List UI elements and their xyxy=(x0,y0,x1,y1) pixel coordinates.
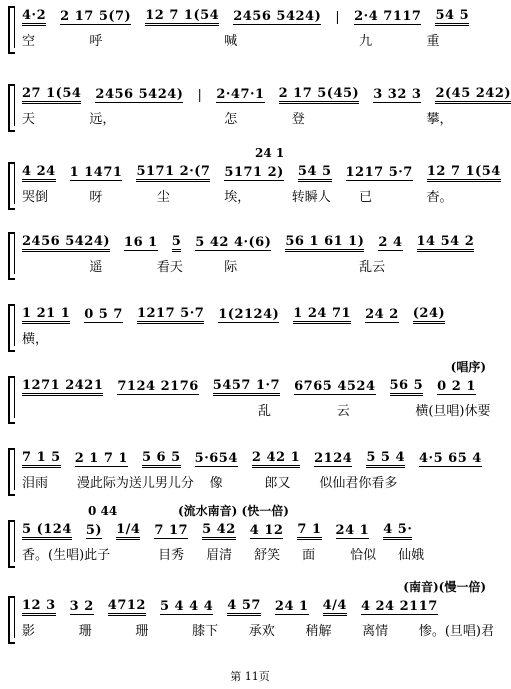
note-group: 56 1 61 1) xyxy=(285,234,364,252)
lyric-text: 影 xyxy=(22,624,36,639)
lyrics-row xyxy=(22,186,494,204)
staff-system xyxy=(0,232,500,292)
staff-system xyxy=(0,360,500,436)
note-group: 5171 2) xyxy=(224,165,284,180)
staff-system xyxy=(0,6,500,66)
performance-annotation: (唱序) xyxy=(450,360,486,374)
note-group: 2·47·1 xyxy=(216,87,265,102)
note-group: 1271 2421 xyxy=(22,378,103,396)
lyrics-row xyxy=(22,400,494,418)
system-bracket-line xyxy=(14,306,15,346)
system-bracket-line xyxy=(14,378,15,418)
lyric-text xyxy=(292,30,359,48)
lyric-text: 呀 xyxy=(89,190,103,205)
note-group: 5 4 4 4 xyxy=(159,599,214,614)
lyric-text: 横， xyxy=(22,332,49,347)
lyric-text: 攀， xyxy=(426,112,453,127)
notation-row xyxy=(22,86,511,104)
notation-row xyxy=(22,234,494,252)
staff-system xyxy=(0,448,500,508)
lyric-text: 目秀 xyxy=(158,548,185,563)
lyric-text: 珊 xyxy=(78,624,92,639)
note-group: 2 1 7 1 xyxy=(74,451,128,466)
staff-system xyxy=(0,504,500,580)
notation-row xyxy=(22,8,494,26)
note-group: 4 5· xyxy=(383,522,412,540)
lyric-text: 重 xyxy=(426,34,440,49)
lyric-text xyxy=(439,472,494,490)
lyrics-row xyxy=(22,544,494,562)
lyric-text xyxy=(292,328,359,346)
note-group: 5·654 xyxy=(194,451,238,466)
performance-annotation: (流水南音) (快一倍) xyxy=(178,504,289,518)
notation-above: 0 44 xyxy=(88,504,118,518)
note-group: 2124 xyxy=(314,451,353,466)
lyric-text: 膝下 xyxy=(192,624,219,639)
notation-row xyxy=(22,306,494,324)
notation-row xyxy=(22,164,501,182)
lyric-text xyxy=(22,256,89,274)
lyric-text: 已 xyxy=(359,190,373,205)
note-group: 27 1(54 xyxy=(22,86,81,104)
note-group: 12 3 xyxy=(22,598,56,616)
note-group: 7 17 xyxy=(154,523,189,538)
system-bracket-line xyxy=(14,8,15,48)
lyric-text xyxy=(22,400,101,418)
note-group: 24 1 xyxy=(335,523,370,538)
lyric-text: 远， xyxy=(89,112,116,127)
note-group: 2 42 1 xyxy=(252,450,300,468)
note-group: 5 (124 xyxy=(22,522,72,540)
lyric-text: 怎 xyxy=(224,112,238,127)
lyric-text xyxy=(179,400,258,418)
note-group: 5457 1·7 xyxy=(213,378,280,396)
note-group: 12 7 1(54 xyxy=(427,164,501,182)
lyric-text: 郎又 xyxy=(264,476,291,491)
system-bracket-line xyxy=(14,234,15,274)
note-group: 5 5 4 xyxy=(366,450,405,468)
lyric-text: 遥 xyxy=(89,260,103,275)
note-group: 1/4 xyxy=(116,522,140,540)
note-group: 24 1 xyxy=(274,599,309,614)
note-group: 14 54 2 xyxy=(417,234,475,252)
note-group: 2·4 7117 xyxy=(354,9,422,24)
lyric-text: 惨。(旦唱)君 xyxy=(418,624,494,639)
lyric-text: 空 xyxy=(22,34,36,49)
lyric-text xyxy=(359,108,426,126)
system-bracket-line xyxy=(14,522,15,562)
lyric-text: 喊 xyxy=(224,34,238,49)
note-group: 5 xyxy=(172,234,182,252)
note-group: 0 2 1 xyxy=(437,379,476,394)
lyric-text: 稍解 xyxy=(305,624,332,639)
lyrics-row xyxy=(22,256,494,274)
note-group: 1 24 71 xyxy=(293,306,351,324)
note-group: 3 32 3 xyxy=(373,87,422,102)
note-group: 2 4 xyxy=(378,235,403,250)
note-group: 2(45 242) xyxy=(435,86,511,104)
lyric-text: 像 xyxy=(209,476,223,491)
lyric-text: 埃， xyxy=(224,190,251,205)
note-group: 4 57 xyxy=(227,598,261,616)
note-group: 54 5 xyxy=(435,8,469,26)
system-bracket-line xyxy=(14,164,15,204)
note-group: 2456 5424) xyxy=(233,9,322,24)
lyric-text xyxy=(292,256,359,274)
lyric-text: 舒笑 xyxy=(254,548,281,563)
note-group: 16 1 xyxy=(124,235,158,250)
note-group: 1217 5·7 xyxy=(137,306,204,324)
lyric-text: 眉清 xyxy=(206,548,233,563)
lyric-text: 恰似 xyxy=(350,548,377,563)
lyrics-row xyxy=(22,472,494,490)
note-group: 4/4 xyxy=(323,598,347,616)
note-group: 4·5 65 4 xyxy=(419,451,482,466)
lyric-text: 离情 xyxy=(362,624,389,639)
notation-row xyxy=(22,378,494,396)
lyric-text xyxy=(359,328,426,346)
note-group: 4 24 2117 xyxy=(360,599,438,614)
lyric-text xyxy=(224,328,291,346)
lyric-text xyxy=(157,30,224,48)
lyric-text: 面 xyxy=(302,548,316,563)
note-group: 3 2 xyxy=(69,599,94,614)
note-group: 5 42 xyxy=(202,522,236,540)
lyric-text xyxy=(427,328,494,346)
lyrics-row xyxy=(22,328,494,346)
lyric-text: 际 xyxy=(224,260,238,275)
lyric-text: 九 xyxy=(359,34,373,49)
lyric-text: 男儿分 xyxy=(154,476,194,491)
notation-row xyxy=(22,522,494,540)
lyric-text: 多 xyxy=(384,476,398,491)
lyric-text: 仙娥 xyxy=(398,548,425,563)
staff-system xyxy=(0,84,511,144)
lyric-text: 天 xyxy=(22,112,36,127)
note-group: 24 2 xyxy=(365,307,399,322)
note-group: 4 12 xyxy=(249,523,284,538)
lyrics-row xyxy=(22,620,494,638)
note-group: 1 21 1 xyxy=(22,306,70,324)
notation-above: 24 1 xyxy=(255,146,285,160)
note-group: 12 7 1(54 xyxy=(145,8,219,26)
system-bracket-line xyxy=(14,598,15,638)
note-group: 4·2 xyxy=(22,8,46,26)
lyric-text xyxy=(101,400,180,418)
lyric-text: 登 xyxy=(291,112,305,127)
lyric-text: 漫此际为送儿 xyxy=(76,476,155,491)
note-group: 5171 2·(7 xyxy=(136,164,210,182)
staff-system xyxy=(0,146,501,222)
notation-row xyxy=(22,598,494,616)
note-group: 2456 5424) xyxy=(95,87,184,102)
performance-annotation: (南音)(慢一倍) xyxy=(403,580,486,594)
barline: | xyxy=(335,9,341,25)
lyric-text xyxy=(110,544,158,562)
lyric-text xyxy=(89,328,156,346)
note-group: 4 24 xyxy=(22,164,56,182)
system-bracket-line xyxy=(14,86,15,126)
lyric-text: 乱云 xyxy=(359,260,386,275)
note-group: 1 1471 xyxy=(69,165,123,180)
note-group: 7124 2176 xyxy=(117,379,199,394)
lyric-text: 哭倒 xyxy=(22,190,49,205)
lyric-text xyxy=(446,544,494,562)
lyrics-row xyxy=(22,30,494,48)
note-group: 1(2124) xyxy=(218,307,280,322)
lyric-text: 乱 xyxy=(258,404,272,419)
lyric-text xyxy=(157,108,224,126)
staff-system xyxy=(0,304,500,364)
lyric-text: 呼 xyxy=(89,34,103,49)
system-bracket-line xyxy=(14,450,15,490)
note-group: 2456 5424) xyxy=(22,234,110,252)
lyric-text: 似仙君你看 xyxy=(319,476,385,491)
lyric-text: 承欢 xyxy=(248,624,275,639)
note-group: (24) xyxy=(413,306,445,324)
lyric-text: 横(旦唱)休要 xyxy=(415,404,491,419)
lyric-text: 转瞬人 xyxy=(291,190,331,205)
lyric-text: 杳。 xyxy=(426,190,453,205)
note-group: 5) xyxy=(85,523,103,538)
note-group: 2 17 5(45) xyxy=(279,86,360,104)
note-group: 4712 xyxy=(108,598,146,616)
barline: | xyxy=(197,87,203,103)
note-group: 54 5 xyxy=(298,164,332,182)
lyric-text: 泪雨 xyxy=(22,476,49,491)
note-group: 56 5 xyxy=(390,378,424,396)
note-group: 7 1 5 xyxy=(22,450,61,468)
lyric-text: 珊 xyxy=(135,624,149,639)
note-group: 2 17 5(7) xyxy=(60,9,132,24)
lyric-text xyxy=(157,328,224,346)
staff-system xyxy=(0,580,500,656)
note-group: 7 1 xyxy=(297,522,321,540)
lyric-text: 尘 xyxy=(156,190,170,205)
lyric-text: 云 xyxy=(336,404,350,419)
note-group: 0 5 7 xyxy=(84,307,123,322)
note-group: 6765 4524 xyxy=(294,379,376,394)
note-group: 1217 5·7 xyxy=(345,165,413,180)
lyric-text: 香。(生唱)此子 xyxy=(22,548,111,563)
note-group: 5 42 4·(6) xyxy=(195,235,272,250)
lyric-text xyxy=(427,256,494,274)
note-group: 5 6 5 xyxy=(142,450,181,468)
lyrics-row xyxy=(22,108,494,126)
page-number: 第 11页 xyxy=(230,670,270,683)
notation-row xyxy=(22,450,494,468)
lyric-text: 看天 xyxy=(156,260,183,275)
